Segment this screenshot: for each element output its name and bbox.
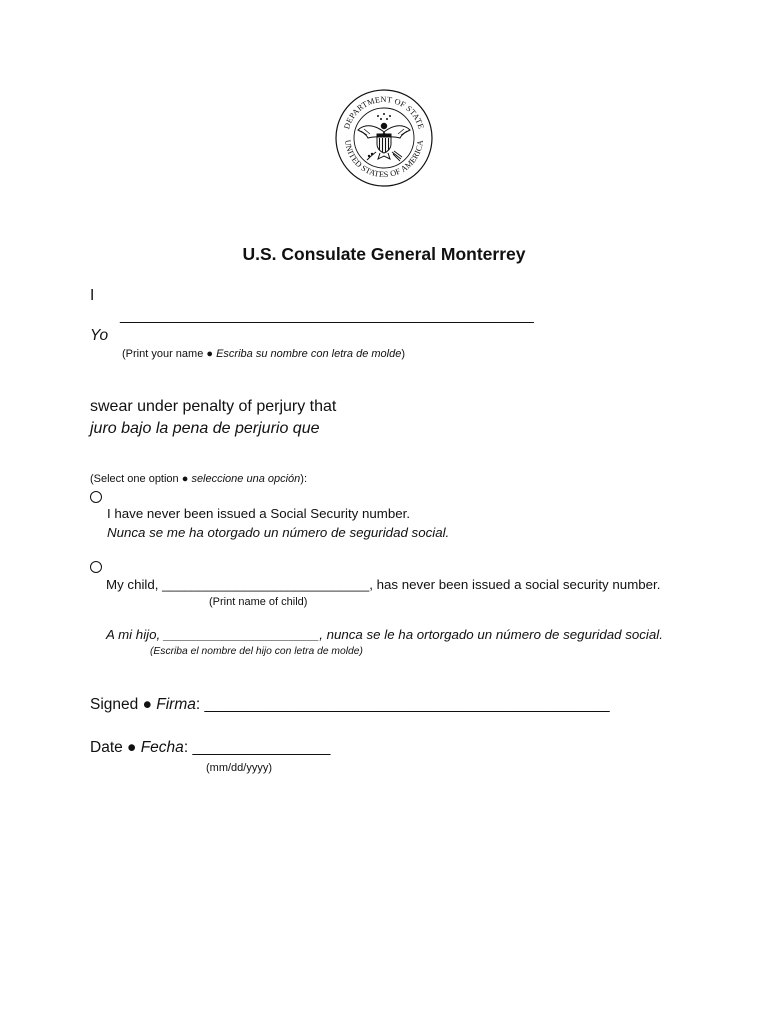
child-name-input-line[interactable]: ____________________________: [162, 577, 370, 592]
option-instruction-open: (Select one option ●: [90, 473, 192, 485]
option-2-prefix-en: My child,: [106, 577, 163, 592]
signature-colon: :: [195, 696, 205, 713]
oath-text-es: juro bajo la pena de perjurio que: [90, 420, 320, 437]
signature-input-line[interactable]: _______________________________________________: [204, 696, 610, 713]
name-instruction-es: Escriba su nombre con letra de molde: [216, 348, 402, 360]
oath-text-en: swear under penalty of perjury that: [90, 398, 337, 415]
child-name-instruction-es: (Escriba el nombre del hijo con letra de molde): [150, 646, 363, 657]
option-2-suffix-en: , has never been issued a social security number.: [369, 577, 661, 592]
option-instruction-close: ):: [300, 473, 308, 485]
date-label-en: Date ●: [90, 739, 141, 756]
option-2-radio[interactable]: [90, 561, 102, 573]
date-input-line[interactable]: ________________: [192, 739, 331, 756]
name-instruction: [122, 349, 405, 360]
date-label-es: Fecha: [140, 739, 184, 756]
option-instruction: [90, 474, 307, 485]
option-2-text-en: [106, 578, 660, 591]
name-instruction-close: ): [401, 348, 406, 360]
seal-ring-bottom-text: UNITED STATES OF AMERICA: [342, 139, 426, 180]
declarant-label-en: I: [90, 287, 95, 304]
option-instruction-es: seleccione una opción: [191, 473, 301, 485]
option-2-prefix-es: A mi hijo,: [106, 627, 164, 642]
signature-label-es: Firma: [156, 696, 196, 713]
department-of-state-seal-icon: [334, 88, 434, 188]
child-name-instruction: (Print name of child): [209, 596, 308, 608]
name-input-line[interactable]: ________________________________________________: [120, 307, 534, 324]
child-name-input-line-es[interactable]: _____________________: [163, 627, 320, 642]
option-1-text-en: I have never been issued a Social Security number.: [107, 506, 411, 521]
signature-label-en: Signed ●: [90, 696, 157, 713]
option-2-text-es: [106, 628, 663, 641]
date-row: [90, 740, 330, 756]
page-title: U.S. Consulate General Monterrey: [242, 244, 526, 264]
seal-ring-top-text: DEPARTMENT OF STATE: [342, 94, 426, 131]
date-colon: :: [183, 739, 193, 756]
name-instruction-open: (Print your name ●: [122, 348, 217, 360]
date-format-hint: (mm/dd/yyyy): [206, 762, 272, 774]
declarant-label-es: Yo: [90, 327, 109, 344]
option-2-suffix-es: , nunca se le ha ortorgado un número de seguridad social.: [319, 627, 663, 642]
option-1-text-es: Nunca se me ha otorgado un número de seguridad social.: [107, 525, 450, 540]
option-1-radio[interactable]: [90, 491, 102, 503]
signature-row: [90, 697, 610, 713]
